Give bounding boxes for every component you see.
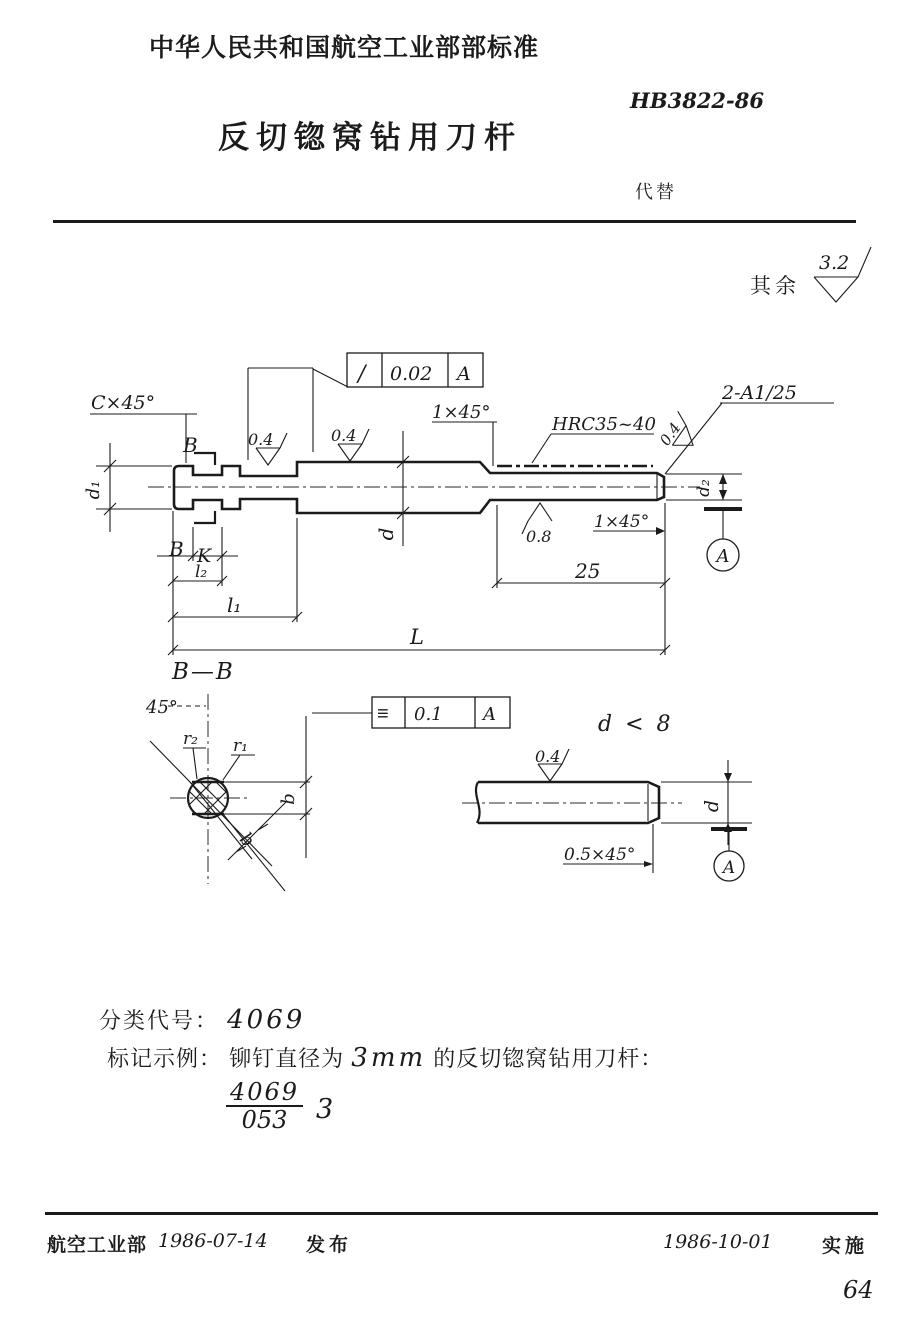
dia-body-label: d (374, 527, 398, 541)
classification-line (99, 1004, 305, 1035)
detail-dia-dimension (661, 760, 752, 845)
radius-r1-leader (223, 755, 255, 780)
tolerance-symbol-slash-icon: / (358, 362, 366, 387)
datum-a-main-label: A (716, 546, 730, 567)
section-label-top: B (183, 433, 198, 457)
slot-width-label: K (197, 545, 212, 567)
footer-issuer: 航空工业部 (47, 1235, 148, 1256)
classification-label: 分类代号： (99, 1008, 220, 1033)
marking-example-suffix: 的反切锪窝钻用刀杆： (433, 1046, 664, 1071)
marking-example-prefix: 铆钉直径为 (229, 1046, 345, 1071)
detail-chamfer-arrow (644, 861, 653, 867)
footer-issue-date: 1986-07-14 (158, 1230, 268, 1252)
detail-dia-arrow-top (724, 773, 732, 782)
radius-r1-label: r₁ (233, 736, 248, 756)
tolerance-datum: A (457, 363, 471, 385)
rough-shank-bottom-value: 0.8 (526, 527, 552, 546)
section-title: B—B (172, 659, 235, 685)
surface-note-value: 3.2 (819, 252, 850, 274)
main-view (83, 353, 834, 655)
surface-note-prefix: 其余 (750, 275, 800, 298)
section-cut-lines (194, 453, 215, 523)
chamfer-shank-arrow (656, 527, 665, 535)
standard-org-title: 中华人民共和国航空工业部部标准 (149, 34, 540, 62)
tolerance-value: 0.02 (390, 363, 433, 385)
detail-condition: d < 8 (598, 712, 674, 737)
rough-body-value: 0.4 (331, 426, 357, 445)
radius-callouts (183, 729, 255, 780)
detail-view (462, 712, 752, 881)
datum-a-detail (711, 829, 747, 881)
chamfer-body-label: 1×45° (432, 402, 491, 423)
angle-label: 45° (146, 697, 178, 718)
chamfer-shank-callout (593, 512, 665, 535)
classification-code: 4069 (227, 1005, 306, 1035)
len-l1-label: l₁ (227, 593, 242, 617)
width-b-vertical-label: b (278, 793, 299, 805)
symmetry-datum: A (483, 704, 496, 725)
len-total-label: L (410, 625, 424, 649)
footer-implementation-date: 1986-10-01 (663, 1231, 773, 1253)
center-holes-label: 2-A1/25 (722, 382, 797, 404)
dia-body-dimension (374, 431, 409, 546)
symmetry-value: 0.1 (414, 704, 443, 725)
replaces-label: 代替 (635, 182, 677, 202)
dia-shank-dimension (666, 474, 742, 500)
symmetry-symbol-icon: ≡ (377, 703, 389, 725)
designation-fraction (226, 1080, 303, 1133)
radius-r2-leader (183, 748, 206, 779)
designation-size: 3 (316, 1094, 334, 1125)
chamfer-left-callout (90, 392, 197, 463)
marking-example-label: 标记示例： (107, 1046, 223, 1071)
datum-a-detail-label: A (722, 858, 736, 878)
dia-shank-arrow-up (719, 474, 727, 484)
hardness-leader (532, 434, 654, 463)
detail-rough-value: 0.4 (535, 747, 561, 766)
datum-a-main (704, 509, 742, 571)
chamfer-left-leader (90, 414, 197, 463)
designation-denominator: 053 (226, 1105, 303, 1133)
hardness-callout (532, 414, 656, 463)
footer-rule (45, 1212, 878, 1215)
footer-issue-action: 发布 (306, 1235, 353, 1256)
rough-shaft-symbol (248, 430, 287, 465)
section-diagonal-45 (150, 741, 272, 866)
dia-head-label: d₁ (83, 480, 104, 500)
rough-shank-bottom-symbol (522, 503, 552, 546)
footer-implementation-action: 实施 (822, 1236, 869, 1257)
page-number: 64 (843, 1276, 874, 1304)
document-title: 反切锪窝钻用刀杆 (218, 120, 522, 155)
dia-body-lines (397, 431, 409, 546)
marking-example-size: 3mm (351, 1043, 427, 1073)
designation-numerator: 4069 (230, 1078, 300, 1106)
section-centerlines (170, 694, 250, 884)
center-holes-callout (665, 382, 834, 474)
marking-example-line (107, 1042, 663, 1073)
radius-r2-label: r₂ (183, 729, 198, 749)
detail-chamfer-label: 0.5×45° (564, 845, 636, 865)
rough-body-symbol (331, 426, 369, 461)
detail-dia-label: d (701, 799, 723, 813)
rough-center-hole-value: 0.4 (656, 419, 685, 450)
chamfer-body-leader (432, 422, 497, 466)
len-shank-label: 25 (575, 559, 601, 583)
dia-shank-arrow-down (719, 490, 727, 500)
rough-shaft-value: 0.4 (248, 430, 274, 449)
chamfer-body-callout (432, 402, 497, 466)
standard-number: HB3822-86 (630, 88, 764, 113)
width-b-diagonal-label: b (235, 828, 259, 852)
detail-rough-symbol (535, 747, 569, 781)
len-l2-label: l₂ (195, 562, 208, 582)
section-label-bottom: B (169, 537, 184, 561)
chamfer-shank-label: 1×45° (594, 512, 650, 532)
surface-roughness-note (750, 247, 871, 302)
section-view (145, 659, 510, 891)
chamfer-left-label: C×45° (91, 392, 156, 414)
dia-shank-label: d₂ (694, 479, 714, 497)
detail-chamfer-callout (563, 824, 653, 873)
symmetry-tolerance-frame (312, 697, 510, 728)
hardness-label: HRC35~40 (552, 414, 656, 435)
